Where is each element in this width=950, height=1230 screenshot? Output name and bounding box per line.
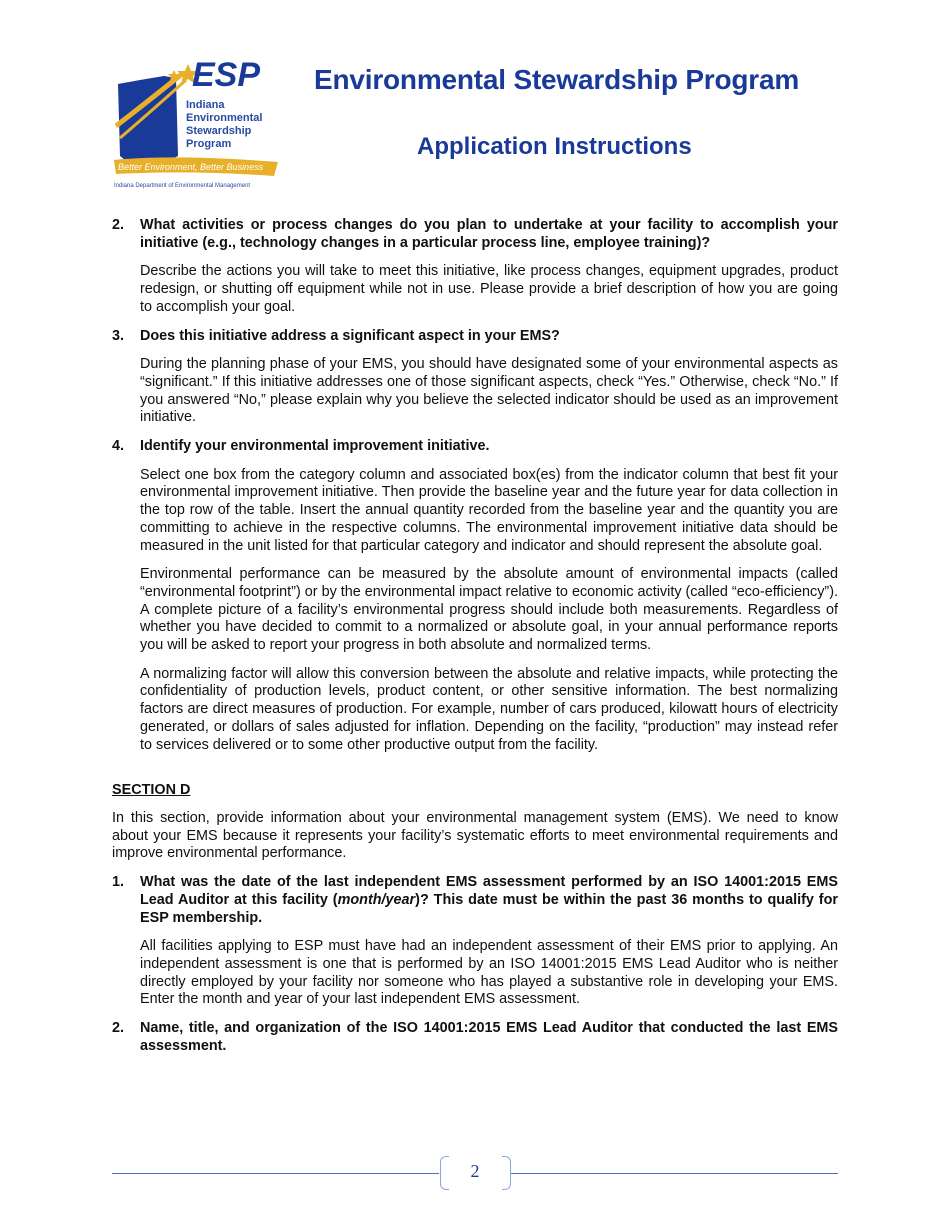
bracket-right-icon <box>502 1156 511 1190</box>
esp-logo <box>112 56 284 190</box>
question-item <box>112 217 838 252</box>
instruction-paragraph: Select one box from the category column and associated box(es) from the indicator column that best fit your environmental improvement initiative. Then provide the baseline year and the future year for data collection in the top row of the table. Insert the annual quantity recorded from the baseline year and the quantity you are committing to achieve in the respective columns. The environmental improvement initiative data should be measured in the unit listed for that particular category and indicator and should represent the absolute goal. <box>140 466 838 554</box>
item-number: 1. <box>112 874 125 891</box>
question-text: Name, title, and organization of the ISO 14001:2015 EMS Lead Auditor that conducted the last EMS assessment. <box>140 1020 838 1054</box>
footer-rule-left <box>112 1173 439 1174</box>
item-number: 2. <box>112 217 125 233</box>
page-footer <box>112 1156 838 1188</box>
item-number: 2. <box>112 1020 125 1037</box>
footer-rule-right <box>511 1173 838 1174</box>
svg-text:Environmental: Environmental <box>186 112 263 124</box>
question-item <box>112 1020 838 1055</box>
document-title: Environmental Stewardship Program <box>314 64 800 95</box>
svg-text:Indiana Department of Environm: Indiana Department of Environmental Management <box>114 183 251 189</box>
svg-text:Better Environment, Better Bus: Better Environment, Better Business <box>118 162 264 172</box>
page-number: 2 <box>470 1161 480 1181</box>
instruction-paragraph: A normalizing factor will allow this conversion between the absolute and relative impacts, while protecting the confidentiality of production levels, product content, or other sensitive information. The best normalizing factors are direct measures of production. For example, number of cars produced, kilowatt hours of electricity generated, or dollars of sales adjusted for inflation. Depending on the facility, “production” may instead refer to services delivered or to some other productive output from the facility. <box>140 665 838 753</box>
instruction-paragraph: Environmental performance can be measured by the absolute amount of environmental impacts (called “environmental footprint”) or by the environmental impact relative to economic activity (called “eco-efficiency”). A complete picture of a facility’s environmental progress should include both measurements. Regardless of whether you have decided to commit to a normalized or absolute goal, in your annual performance reports you will be asked to report your progress in both absolute and normalized terms. <box>140 566 838 654</box>
question-text: What was the date of the last independent EMS assessment performed by an ISO 14001:2015 EMS Lead Auditor at this facility (month/year)? This date must be within the past 36 months to qualify for ESP membership. <box>140 874 838 926</box>
question-item <box>112 438 838 456</box>
instruction-paragraph: Describe the actions you will take to meet this initiative, like process changes, equipment upgrades, product redesign, or shutting off equipment while not in use. Please provide a brief description of how you are going to accomplish your goal. <box>140 263 838 315</box>
section-heading: SECTION D <box>112 782 191 799</box>
svg-text:Stewardship: Stewardship <box>186 125 252 137</box>
section-intro: In this section, provide information about your environmental management system (EMS). We need to know about your EMS because it represents your facility’s systematic efforts to meet environmental requirements and improve environmental performance. <box>112 809 838 862</box>
question-text: What activities or process changes do you plan to undertake at your facility to accomplish your initiative (e.g., technology changes in a particular process line, employee training)? <box>140 217 838 251</box>
item-number: 3. <box>112 327 125 344</box>
item-number: 4. <box>112 438 125 455</box>
question-item <box>112 874 838 927</box>
question-item <box>112 328 838 346</box>
svg-text:Indiana: Indiana <box>186 99 225 111</box>
svg-text:Program: Program <box>186 138 232 150</box>
question-text: Identify your environmental improvement initiative. <box>140 438 490 455</box>
document-body <box>112 217 838 1066</box>
document-subtitle: Application Instructions <box>417 133 692 160</box>
instruction-paragraph: All facilities applying to ESP must have had an independent assessment of their EMS prior to applying. An independent assessment is one that is performed by an ISO 14001:2015 EMS Lead Auditor who is neither directly employed by your facility nor someone who has played a substantive role in developing your EMS. Enter the month and year of your last independent EMS assessment. <box>140 938 838 1008</box>
svg-text:ESP: ESP <box>192 56 261 94</box>
question-text: Does this initiative address a significant aspect in your EMS? <box>140 327 560 344</box>
instruction-paragraph: During the planning phase of your EMS, you should have designated some of your environmental aspects as “significant.” If this initiative addresses one of those significant aspects, check “Yes.” Otherwise, check “No.” If you answered “No,” please explain why you believe the selected indicator should be used as an improvement initiative. <box>140 356 838 426</box>
